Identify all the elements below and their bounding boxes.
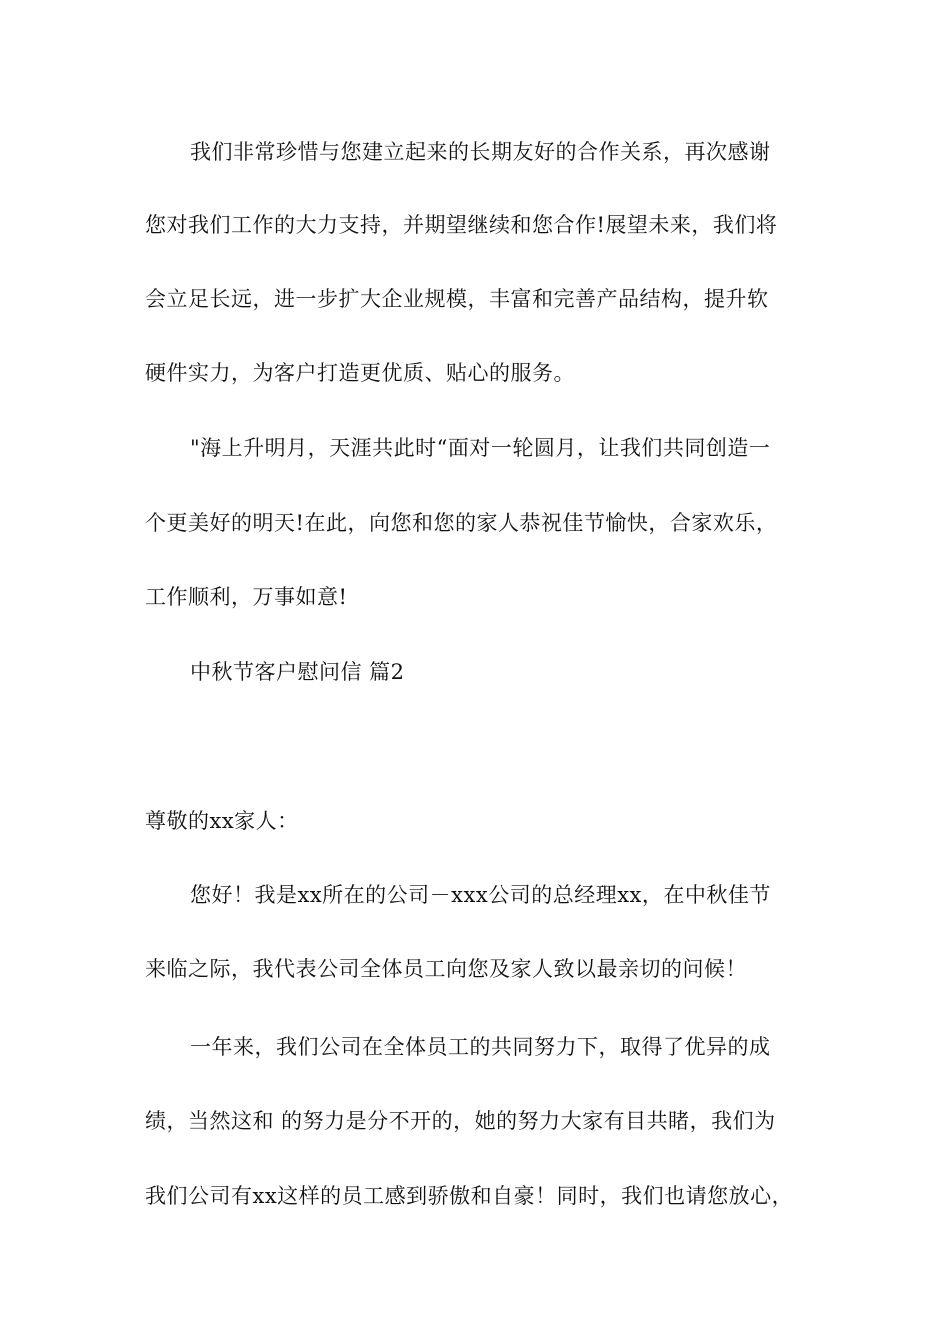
paragraph-line: 来临之际，我代表公司全体员工向您及家人致以最亲切的问候！	[145, 957, 747, 981]
paragraph-line: 您对我们工作的大力支持，并期望继续和您合作!展望未来，我们将	[145, 213, 778, 237]
paragraph-line: 我们非常珍惜与您建立起来的长期友好的合作关系，再次感谢	[190, 140, 771, 164]
section-heading: 中秋节客户慰问信 篇2	[190, 660, 405, 684]
salutation: 尊敬的xx家人：	[145, 809, 299, 833]
paragraph-line: 绩，当然这和 的努力是分不开的，她的努力大家有目共睹，我们为	[145, 1109, 776, 1133]
paragraph-line: "海上升明月，天涯共此时“面对一轮圆月，让我们共同创造一	[190, 436, 771, 460]
paragraph-line: 我们公司有xx这样的员工感到骄傲和自豪！同时，我们也请您放心，	[145, 1184, 794, 1208]
paragraph-line: 一年来，我们公司在全体员工的共同努力下，取得了优异的成	[190, 1035, 771, 1059]
paragraph-line: 硬件实力，为客户打造更优质、贴心的服务。	[145, 361, 575, 385]
paragraph-line: 个更美好的明天!在此，向您和您的家人恭祝佳节愉快，合家欢乐，	[145, 511, 778, 535]
paragraph-line: 工作顺利，万事如意!	[145, 585, 348, 609]
paragraph-line: 您好！我是xx所在的公司－xxx公司的总经理xx，在中秋佳节	[190, 883, 771, 907]
paragraph-line: 会立足长远，进一步扩大企业规模，丰富和完善产品结构，提升软	[145, 287, 769, 311]
